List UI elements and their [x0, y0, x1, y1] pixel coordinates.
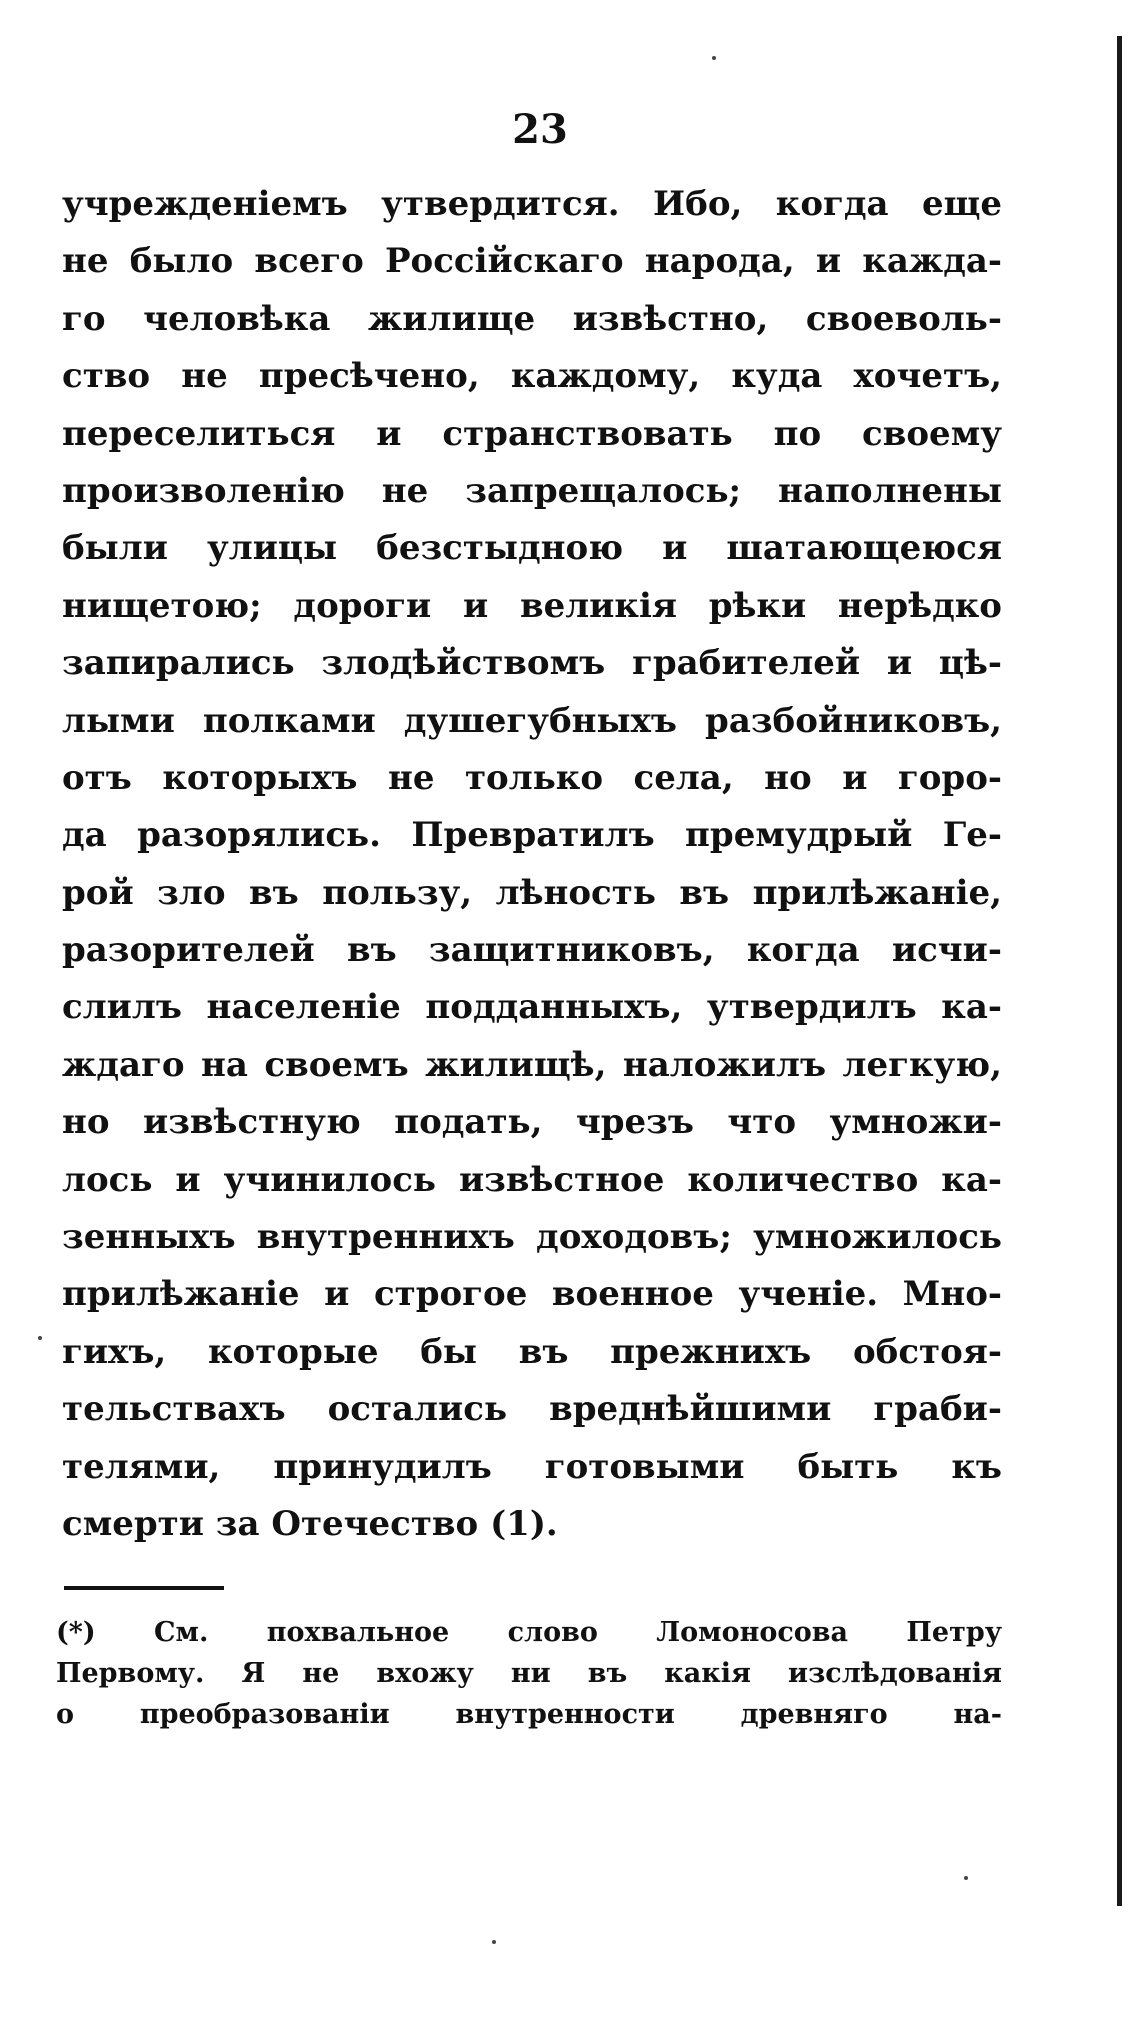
body-line: лыми полками душегубныхъ разбойниковъ,	[62, 700, 1002, 741]
body-line: произволенію не запрещалось; наполнены	[62, 470, 1002, 511]
footnote-line: (*) См. похвальное слово Ломоносова Петру	[56, 1617, 1002, 1648]
body-line: учрежденіемъ утвердится. Ибо, когда еще	[62, 184, 1002, 224]
footnote-line: о преобразованіи внутренности древняго на-	[56, 1699, 1002, 1730]
body-line: разорителей въ защитниковъ, когда исчи-	[62, 930, 1002, 971]
body-line: рой зло въ пользу, лѣность въ прилѣжаніе,	[62, 872, 1002, 913]
paper-speck	[964, 1876, 968, 1880]
body-line: не было всего Россійскаго народа, и кажда-	[62, 241, 1002, 282]
footnote-separator	[64, 1586, 224, 1590]
body-line: нищетою; дороги и великія рѣки нерѣдко	[62, 585, 1002, 626]
footnote-line: Первому. Я не вхожу ни въ какія изслѣдованія	[56, 1658, 1002, 1689]
body-line: были улицы безстыдною и шатающеюся	[62, 528, 1002, 569]
paper-speck	[38, 1336, 42, 1340]
body-line: ждаго на своемъ жилищѣ, наложилъ легкую,	[62, 1044, 1002, 1085]
body-line: отъ которыхъ не только села, но и горо-	[62, 757, 1002, 798]
body-line: го человѣка жилище извѣстно, своеволь-	[62, 298, 1002, 339]
body-line: гихъ, которые бы въ прежнихъ обстоя-	[62, 1331, 1002, 1372]
paper-speck	[712, 56, 716, 60]
paper-speck	[492, 1940, 496, 1944]
body-line: тельствахъ остались вреднѣйшими граби-	[62, 1389, 1002, 1430]
body-line: но извѣстную подать, чрезъ что умножи-	[62, 1102, 1002, 1143]
body-text	[62, 176, 1002, 1553]
body-line: лось и учинилось извѣстное количество ка-	[62, 1159, 1002, 1200]
body-line: слилъ населеніе подданныхъ, утвердилъ ка-	[62, 987, 1002, 1028]
page-number: 23	[512, 106, 568, 153]
page-edge-line	[1117, 36, 1122, 1906]
body-line: ство не пресѣчено, каждому, куда хочетъ,	[62, 356, 1002, 397]
body-line: переселиться и странствовать по своему	[62, 413, 1002, 454]
body-line: зенныхъ внутреннихъ доходовъ; умножилось	[62, 1217, 1002, 1258]
body-line: да разорялись. Превратилъ премудрый Ге-	[62, 815, 1002, 856]
body-line: прилѣжаніе и строгое военное ученіе. Мно-	[62, 1274, 1002, 1315]
body-line: запирались злодѣйствомъ грабителей и цѣ-	[62, 643, 1002, 684]
body-line: смерти за Отечество (1).	[62, 1503, 558, 1544]
footnote	[56, 1612, 1002, 1735]
body-line: телями, принудилъ готовыми быть къ	[62, 1446, 1002, 1487]
